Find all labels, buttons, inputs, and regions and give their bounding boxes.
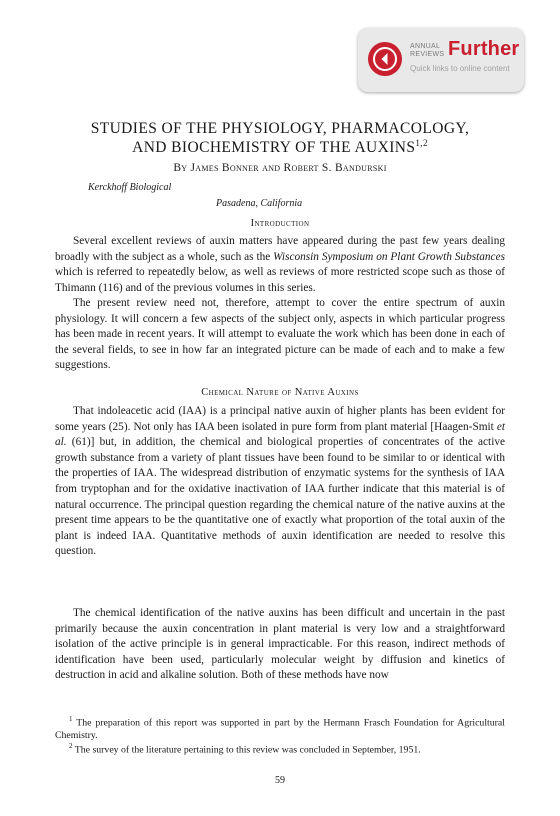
- affiliation-institution: Kerckhoff Biological: [88, 182, 172, 193]
- chemical-paragraph-2: The chemical identification of the native auxins has been difficult and uncertain in the past primarily because the auxin concentration in plant material is very low and a straightforward isolation of the active principle is in general impracticable. For this reason, indirect methods of identification have been used, particularly molecular weight by diffusion and kinetics of destruction in acid and alkaline solution. Both of these methods have now: [55, 607, 505, 682]
- footnote-2: $^2$ The survey of the literature pertaining to this review was concluded in September, 1951.: [69, 742, 421, 756]
- footnote-1: $^1$ The preparation of this report was supported in part by the Hermann Frasch Foundation for Agricultural Chemistry.: [55, 715, 505, 742]
- page-number: 59: [275, 775, 285, 786]
- chevron-left-icon: [368, 42, 402, 76]
- affiliation-location: Pasadena, California: [216, 198, 303, 209]
- chemical-paragraph-1: That indoleacetic acid (IAA) is a principal native auxin of higher plants has been evident for some years (25). Not only has IAA been isolated in pure form from plant material [Haagen-Smit et al. (61)] but, in addition, the chemical and biological properties of concentrates of the active growth substance from a variety of plant tissues have been found to be similar to or identical with the properties of IAA. The widespread distribution of enzymatic systems for the synthesis of IAA from tryptophan and for the oxidative inactivation of IAA further indicate that this material is of natural occurrence. The principal question regarding the chemical nature of the native auxins at the present time appears to be the quantitative one of exactly what proportion of the total auxin of the plant is indeed IAA. Quantitative methods of auxin identification are needed to resolve this question.: [55, 405, 505, 558]
- badge-title: Further: [448, 38, 520, 60]
- section-heading-chemical-nature: Chemical Nature of Native Auxins: [201, 387, 359, 398]
- authors: By James Bonner and Robert S. Bandurski: [173, 162, 387, 174]
- annual-reviews-further-badge[interactable]: [358, 28, 524, 92]
- badge-brand: ANNUAL REVIEWS: [410, 43, 445, 58]
- intro-paragraph-1: Several excellent reviews of auxin matters have appeared during the past few years dealing broadly with the subject as a whole, such as the Wisconsin Symposium on Plant Growth Substances which is referred to repeatedly below, as well as reviews of more restricted scope such as those of Thimann (116) and of the previous volumes in this series.: [55, 235, 505, 294]
- badge-subtitle: Quick links to online content: [410, 64, 510, 73]
- title-footnote-marks: 1,2: [415, 138, 428, 148]
- intro-paragraph-2: The present review need not, therefore, attempt to cover the entire spectrum of auxin physiology. It will concern a few aspects of the subject only, aspects in which particular progress has been made in recent years. It will attempt to evaluate the work which has been done in each of the several fields, to see in how far an integrated picture can be made of each and to make a few suggestions.: [55, 297, 505, 372]
- article-title-line1: STUDIES OF THE PHYSIOLOGY, PHARMACOLOGY,: [90, 120, 470, 137]
- article-title-line2: AND BIOCHEMISTRY OF THE AUXINS$^{1,2}$: [132, 138, 428, 157]
- section-heading-introduction: Introduction: [250, 218, 310, 229]
